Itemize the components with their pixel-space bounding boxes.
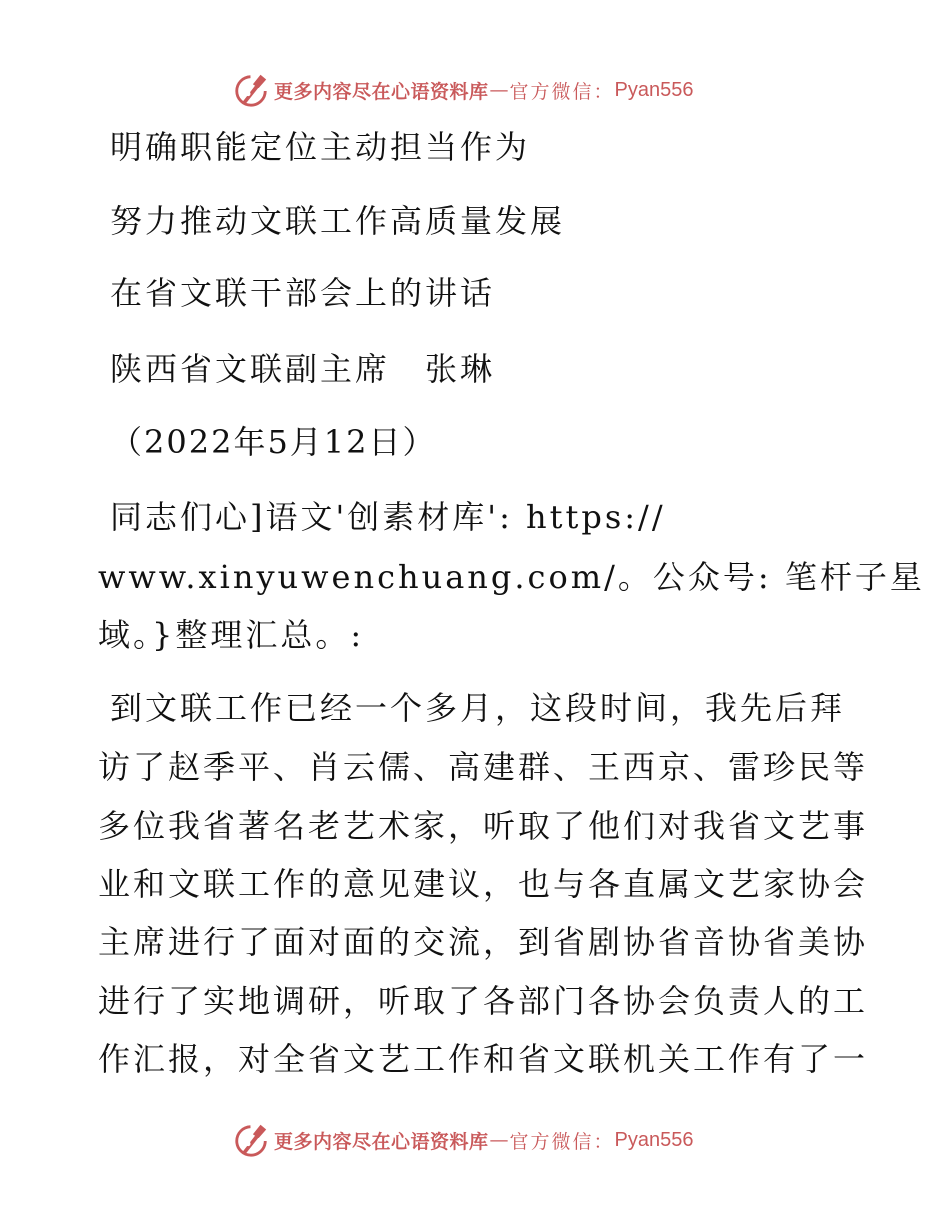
body-line: 多位我省著名老艺术家，听取了他们对我省文艺事 <box>98 807 869 845</box>
body-line: 进行了实地调研，听取了各部门各协会负责人的工 <box>98 982 869 1020</box>
banner-wechat-label: 官方微信： <box>509 80 615 103</box>
banner-wechat-id: Pyan556 <box>614 1128 694 1151</box>
title-line-3: 在省文联干部会上的讲话 <box>110 274 496 312</box>
banner-separator: — <box>489 1129 509 1151</box>
body-line: 到文联工作已经一个多月，这段时间，我先后拜 <box>110 689 846 727</box>
date-line: （2022年5月12日） <box>110 423 437 461</box>
banner-wechat-id: Pyan556 <box>614 78 694 101</box>
title-line-1: 明确职能定位主动担当作为 <box>110 128 531 166</box>
banner-wechat-label: 官方微信： <box>509 1130 615 1153</box>
body-line: 业和文联工作的意见建议，也与各直属文艺家协会 <box>98 865 869 903</box>
body-line: 访了赵季平、肖云儒、高建群、王西京、雷珍民等 <box>98 748 869 786</box>
banner-text: 更多内容尽在心语资料库 <box>274 80 489 103</box>
footer-banner <box>232 1120 694 1160</box>
author-line: 陕西省文联副主席 张琳 <box>110 350 496 388</box>
banner-text: 更多内容尽在心语资料库 <box>274 1130 489 1153</box>
quill-pen-logo-icon <box>232 1121 270 1159</box>
quill-pen-logo-icon <box>232 71 270 109</box>
body-line: 主席进行了面对面的交流，到省剧协省音协省美协 <box>98 923 869 961</box>
body-line: 作汇报，对全省文艺工作和省文联机关工作有了一 <box>98 1040 869 1078</box>
header-banner <box>232 70 694 110</box>
salutation-line-3: 域。}整理汇总。: <box>98 616 365 654</box>
salutation-line-2: www.xinyuwenchuang.com/。公众号: 笔杆子星 <box>98 558 925 596</box>
banner-separator: — <box>489 79 509 101</box>
salutation-line-1: 同志们心]语文'创素材库': https:// <box>110 498 666 536</box>
title-line-2: 努力推动文联工作高质量发展 <box>110 202 566 240</box>
